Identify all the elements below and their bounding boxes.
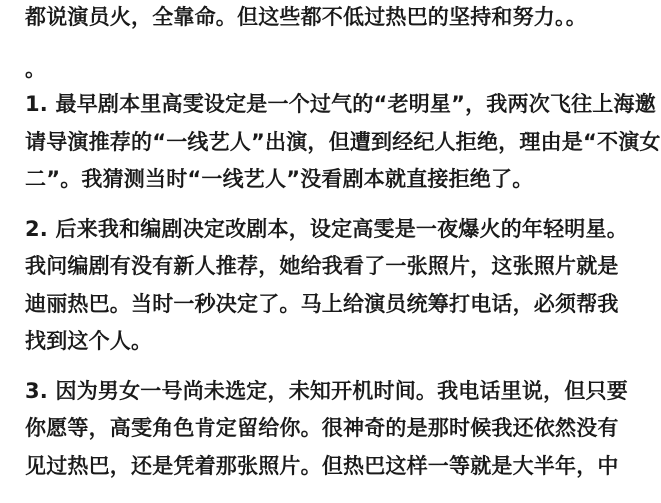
text-line: 。: [25, 57, 47, 81]
text-line: 找到这个人。: [25, 329, 153, 353]
text-line: 3. 因为男女一号尚未选定，未知开机时间。我电话里说，但只要: [25, 379, 628, 403]
text-line: 你愿等，高雯角色肯定留给你。很神奇的是那时候我还依然没有: [25, 416, 619, 440]
text-line: 都说演员火，全靠命。但这些都不低过热巴的坚持和努力。。: [25, 5, 587, 29]
text-line: 迪丽热巴。当时一秒决定了。马上给演员统筹打电话，必须帮我: [25, 292, 619, 316]
text-line: 二”。我猜测当时“一线艺人”没看剧本就直接拒绝了。: [25, 167, 534, 191]
text-line: 1. 最早剧本里高雯设定是一个过气的“老明星”，我两次飞往上海邀: [25, 92, 656, 116]
text-line: 见过热巴，还是凭着那张照片。但热巴这样一等就是大半年，中: [25, 454, 619, 478]
text-line: 请导演推荐的“一线艺人”出演，但遭到经纪人拒绝，理由是“不演女: [25, 130, 661, 154]
text-line: 2. 后来我和编剧决定改剧本，设定高雯是一夜爆火的年轻明星。: [25, 217, 628, 241]
text-line: 我问编剧有没有新人推荐，她给我看了一张照片，这张照片就是: [25, 254, 619, 278]
